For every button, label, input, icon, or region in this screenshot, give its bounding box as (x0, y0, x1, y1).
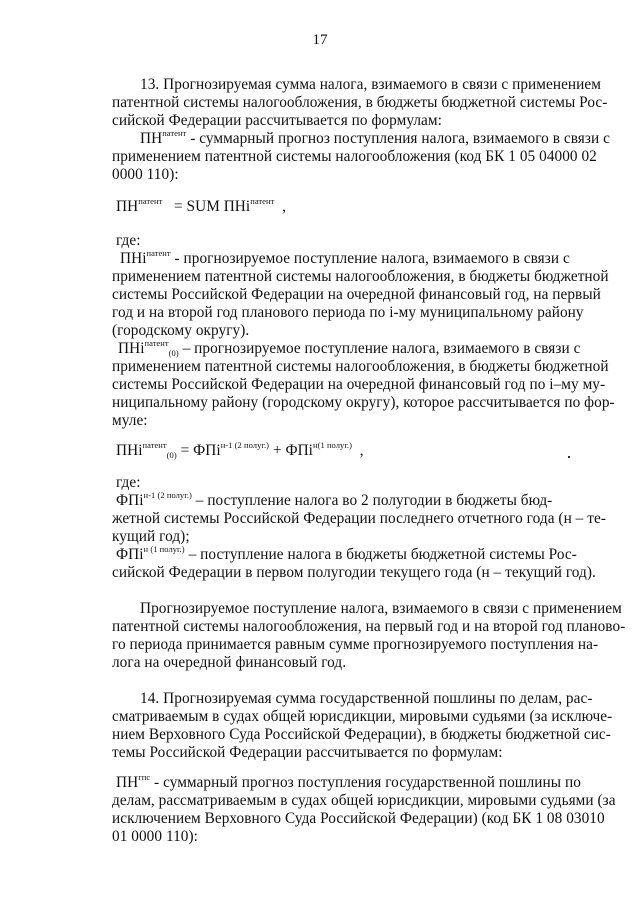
text-line: исключением Верховного Суда Российской Федерации) (код БК 1 08 03010 (112, 810, 605, 827)
text-line: $ПН^{патент}$ - суммарный прогноз поступления налога, взимаемого в связи с (140, 128, 610, 147)
text-line: где: (116, 232, 141, 249)
text-line: кущий год); (112, 528, 190, 545)
text-line: ФПi$^{н (1 полуг.)}$ – поступление налога в бюджеты бюджетной системы Рос- (116, 544, 577, 563)
scan-dot (568, 456, 570, 458)
text-line: применением патентной системы налогообложения (код БК 1 05 04000 02 (112, 148, 597, 165)
text-line: сийской Федерации рассчитывается по формулам: (112, 112, 442, 129)
text-line: год и на второй год планового периода по i-му муниципальному району (112, 304, 584, 321)
text-line: ниципальному району (городскому округу), которое рассчитывается по фор- (112, 394, 615, 411)
text-line: го периода принимается равным сумме прогнозируемого поступления на- (112, 636, 599, 653)
text-line: применением патентной системы налогообложения, в бюджеты бюджетной (112, 268, 609, 285)
text-line: делам, рассматриваемым в судах общей юрисдикции, мировыми судьями (за (112, 792, 616, 809)
text-line: муле: (112, 412, 148, 429)
text-line: 13. Прогнозируемая сумма налога, взимаемого в связи с применением (140, 76, 601, 93)
text-line: патентной системы налогообложения, на первый год и на второй год планово- (112, 618, 626, 635)
formula-line: ПНi$^{патент}_{(0)}$ = ФПi$^{н-1 (2 полуг.)}$ + ФПi$^{н(1 полуг.)}$ , (116, 440, 364, 460)
text-line: применением патентной системы налогообложения, в бюджеты бюджетной (112, 358, 609, 375)
text-line: лога на очередной финансовый год. (112, 654, 347, 671)
text-line: жетной системы Российской Федерации последнего отчетного года (н – те- (112, 510, 606, 527)
text-line: патентной системы налогообложения, в бюджеты бюджетной системы Рос- (112, 94, 608, 111)
text-line: ПНi$^{патент}$ - прогнозируемое поступление налога, взимаемого в связи с (120, 248, 570, 267)
text-line: Прогнозируемое поступление налога, взимаемого в связи с применением (140, 600, 622, 617)
text-line: $ПН^{гпс}$ - суммарный прогноз поступления государственной пошлины по (116, 772, 581, 791)
text-line: системы Российской Федерации на очередной финансовый год по i–му му- (112, 376, 606, 393)
text-line: системы Российской Федерации на очередной финансовый год, на первый (112, 286, 601, 303)
text-line: (городскому округу). (112, 322, 250, 339)
formula-line: $ПН^{патент}$ = SUM ПНi$^{патент}$ , (116, 196, 286, 215)
text-line: 0000 110): (112, 166, 179, 183)
page-number: 17 (312, 32, 328, 48)
text-line: 01 0000 110): (112, 828, 198, 845)
text-line: ФПi$^{н-1 (2 полуг.)}$ – поступление налога во 2 полугодии в бюджеты бюд- (116, 490, 553, 509)
text-line: 14. Прогнозируемая сумма государственной пошлины по делам, рас- (140, 690, 593, 707)
text-line: темы Российской Федерации рассчитывается по формулам: (112, 744, 503, 761)
text-line: сматриваемым в судах общей юрисдикции, мировыми судьями (за исключе- (112, 708, 613, 725)
text-line: сийской Федерации в первом полугодии текущего года (н – текущий год). (112, 564, 596, 581)
text-line: ПНi$^{патент}_{(0)}$ – прогнозируемое поступление налога, взимаемого в связи с (118, 338, 581, 358)
text-line: где: (116, 474, 141, 491)
text-line: нием Верховного Суда Российской Федерации), в бюджеты бюджетной сис- (112, 726, 611, 743)
